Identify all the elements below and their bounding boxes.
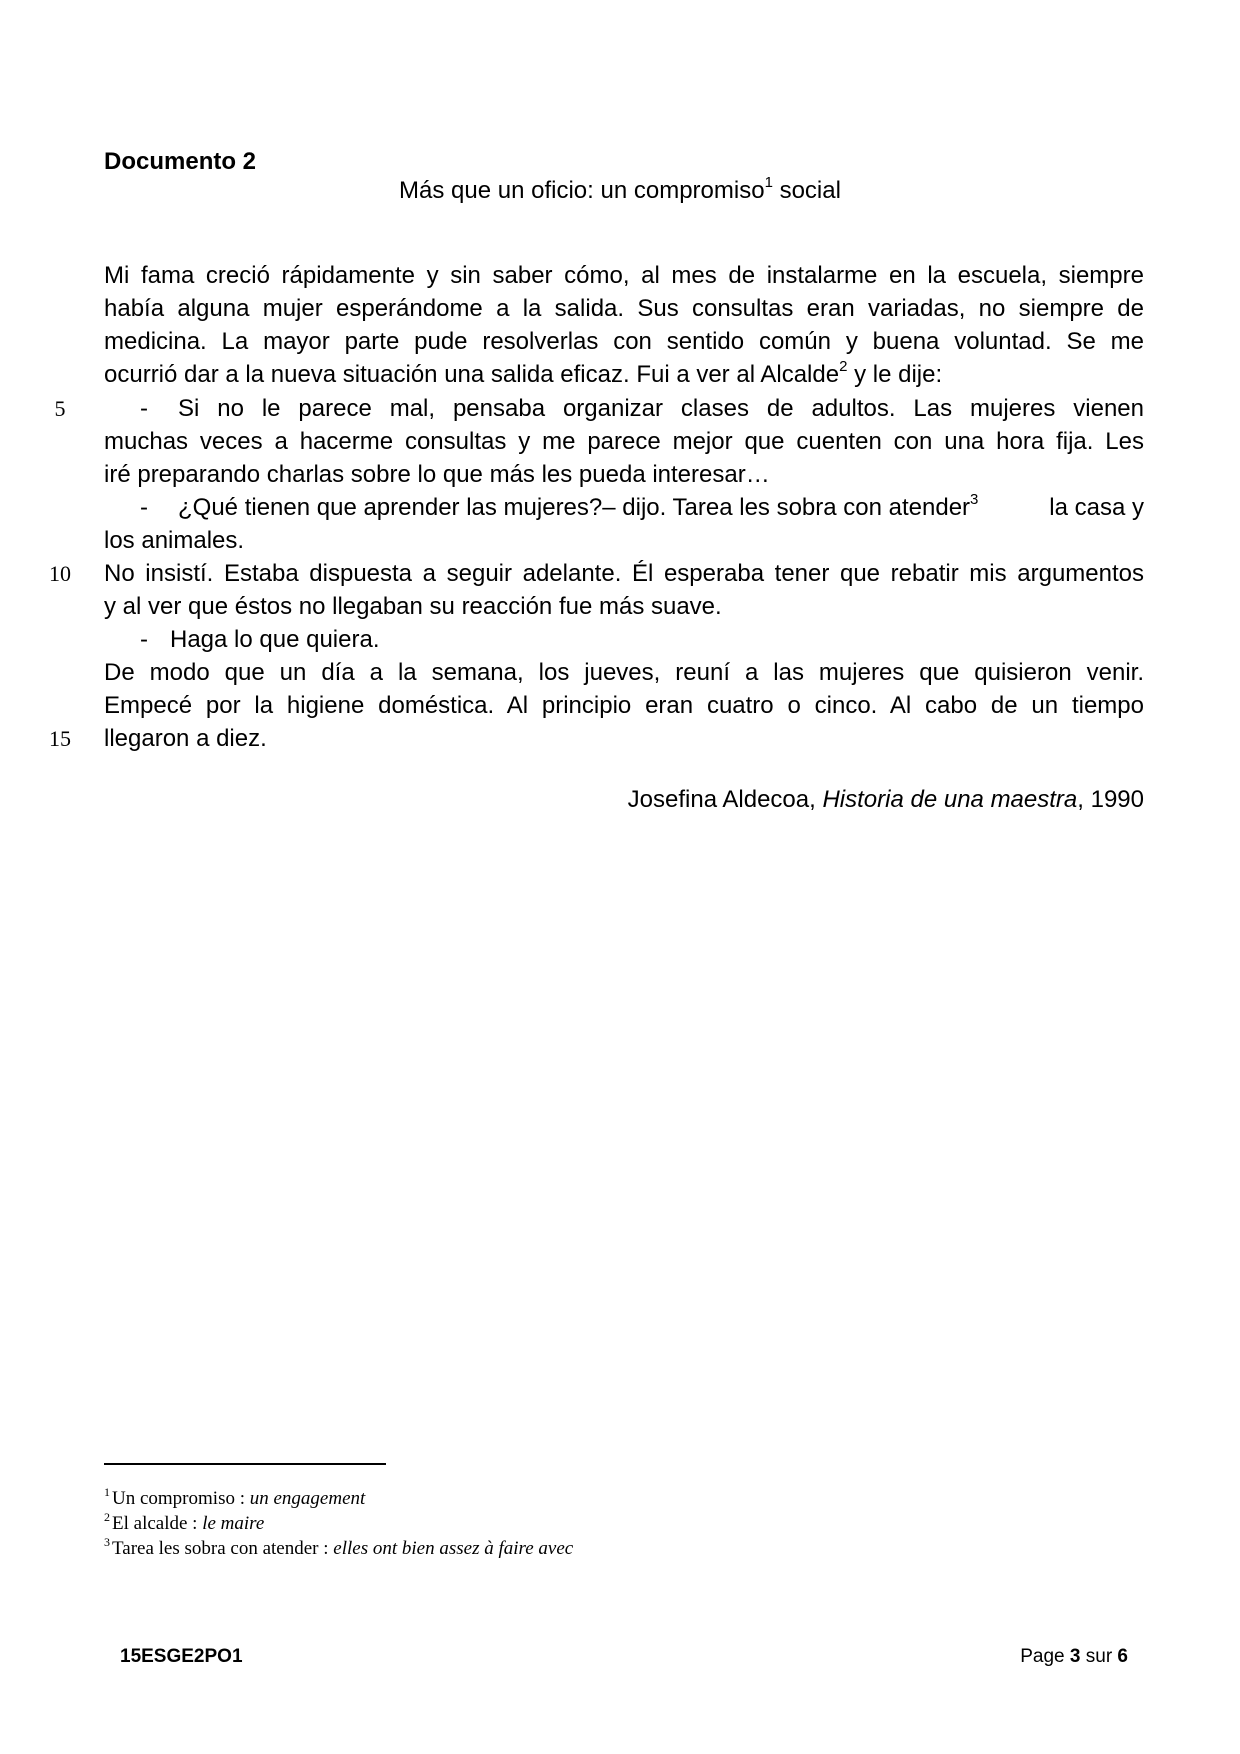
text-line-group [178, 491, 1144, 524]
text-line: había alguna mujer esperándome a la salida. Sus consultas eran variadas, no siempre de [104, 295, 1144, 322]
footnote-number: 1 [104, 1484, 110, 1499]
text-line: Empecé por la higiene doméstica. Al principio eran cuatro o cinco. Al cabo de un tiempo [104, 692, 1144, 719]
line-number: 15 [49, 726, 71, 751]
source-citation [628, 786, 1144, 814]
footnote [104, 1486, 365, 1511]
footnote [104, 1536, 573, 1561]
title-text-end: social [772, 177, 841, 204]
text-line: llegaron a diez. [104, 725, 267, 752]
page-indicator [1020, 1646, 1128, 1668]
dialogue-dash: - [140, 626, 148, 653]
text-line-part-wrap [178, 491, 978, 524]
page-mid: sur [1080, 1646, 1118, 1667]
dialogue-dash: - [140, 395, 148, 422]
text-line: los animales. [104, 527, 245, 554]
dialogue-line [104, 491, 1144, 524]
footnote-term: El alcalde : [112, 1513, 203, 1534]
dialogue-line [104, 623, 1144, 656]
text-line [104, 358, 1144, 391]
footnote-translation: un engagement [249, 1488, 366, 1509]
footnote [104, 1511, 264, 1536]
page-prefix: Page [1020, 1646, 1070, 1667]
title-footnote-ref: 1 [764, 174, 773, 191]
title-text: Más que un oficio: un compromiso [399, 177, 765, 204]
text-line: No insistí. Estaba dispuesta a seguir adelante. Él esperaba tener que rebatir mis argumentos [104, 560, 1144, 587]
text-line: medicina. La mayor parte pude resolverlas con sentido común y buena voluntad. Se me [104, 328, 1144, 355]
text-line: Mi fama creció rápidamente y sin saber cómo, al mes de instalarme en la escuela, siempre [104, 262, 1144, 289]
footnote-translation: le maire [202, 1513, 265, 1534]
footnote-term: Un compromiso : [112, 1488, 250, 1509]
document-title [0, 174, 1240, 205]
source-author: Josefina Aldecoa, [627, 786, 823, 813]
text-line: De modo que un día a la semana, los jueves, reuní a las mujeres que quisieron venir. [104, 659, 1144, 686]
footnote-ref: 3 [970, 491, 979, 508]
text-line-part: ocurrió dar a la nueva situación una salida eficaz. Fui a ver al Alcalde [104, 361, 840, 388]
line-number: 10 [49, 561, 71, 586]
exam-code: 15ESGE2PO1 [120, 1646, 243, 1667]
document-heading: Documento 2 [104, 148, 257, 175]
footnote-ref: 2 [839, 358, 848, 375]
text-line-part: Si no le parece mal, pensaba organizar clases de adultos. Las mujeres vienen [178, 395, 1144, 422]
source-year: , 1990 [1077, 786, 1144, 813]
footnote-translation: elles ont bien assez à faire avec [333, 1538, 574, 1559]
text-line-part: la casa y [1049, 494, 1144, 521]
text-line-part: ¿Qué tienen que aprender las mujeres?– dijo. Tarea les sobra con atender [178, 494, 971, 521]
page-number: 3 [1069, 1646, 1081, 1667]
text-line-part: y le dije: [847, 361, 943, 388]
footnote-number: 2 [104, 1509, 110, 1524]
page-total: 6 [1117, 1646, 1128, 1667]
source-work: Historia de una maestra [822, 786, 1078, 813]
text-line: muchas veces a hacerme consultas y me parece mejor que cuenten con una hora fija. Les [104, 428, 1144, 455]
dialogue-line [104, 392, 1144, 425]
text-line: y al ver que éstos no llegaban su reacción fue más suave. [104, 593, 722, 620]
line-number: 5 [54, 396, 66, 421]
footnote-term: Tarea les sobra con atender : [112, 1538, 334, 1559]
footnote-number: 3 [104, 1534, 110, 1549]
dialogue-dash: - [140, 494, 148, 521]
text-line: iré preparando charlas sobre lo que más les pueda interesar… [104, 461, 770, 488]
footnote-divider [104, 1463, 386, 1465]
text-line-part: Haga lo que quiera. [170, 626, 380, 653]
